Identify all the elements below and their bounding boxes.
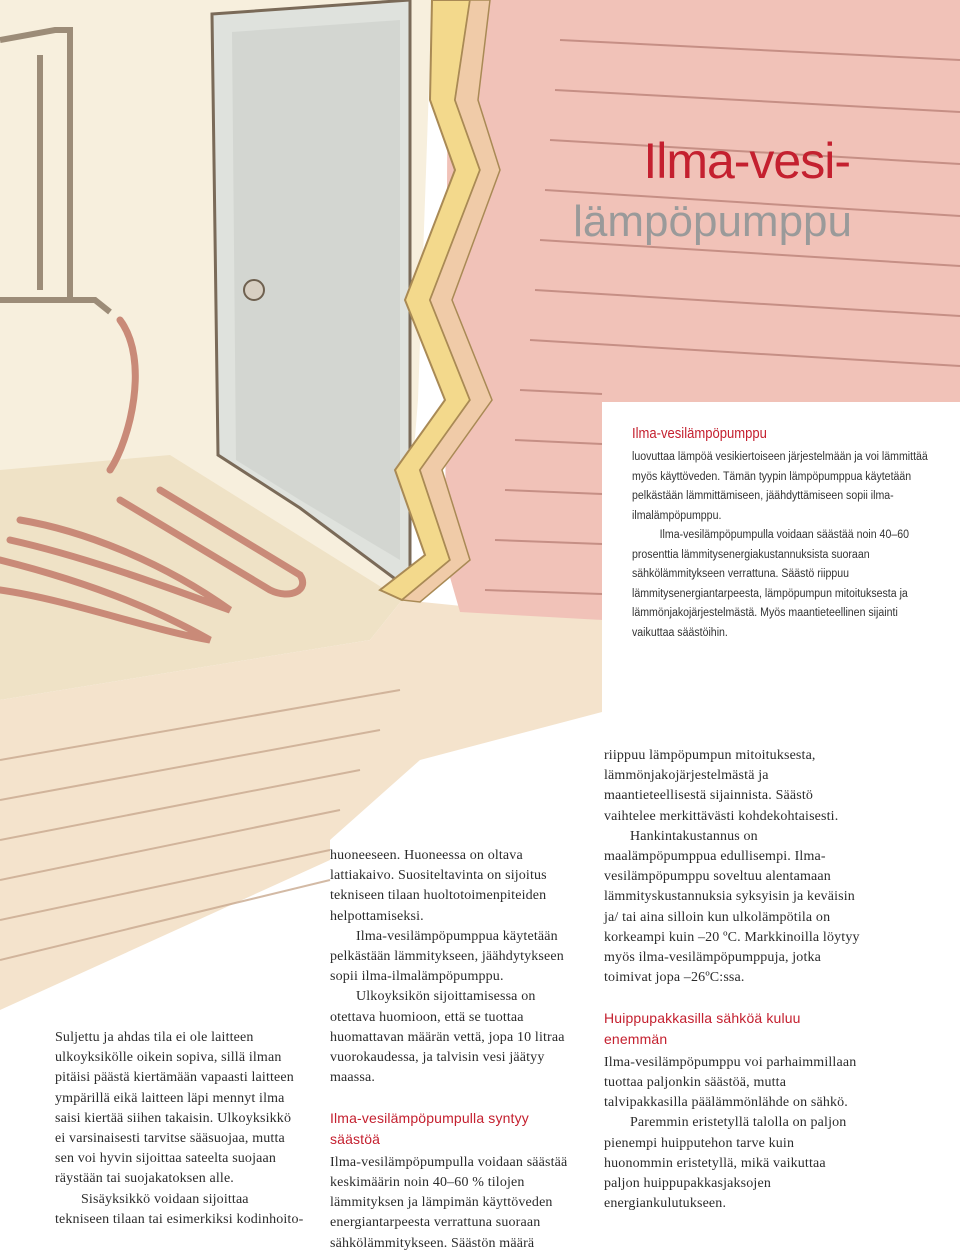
column-3-paragraph-3: Ilma-vesilämpöpumppu voi parhaimmillaan tuottaa paljonkin säästöä, mutta talvipakkasilla päälämmönlähde on sähkö.: [604, 1054, 857, 1111]
column-3-paragraph-1: riippuu lämpöpumpun mitoituksesta, lämmönjakojärjestelmästä ja maantieteellisestä sijainnista. Säästö vaihtelee merkittävästi kohdekohtaisesti.: [604, 748, 839, 824]
text-column-2: [330, 846, 580, 1254]
title-line-1: Ilma-vesi-: [643, 133, 850, 190]
text-column-1: [55, 1028, 305, 1230]
column-2-paragraph-2: Ilma-vesilämpöpumppua käytetään pelkästään lämmitykseen, jäähdytykseen sopii ilma-ilmalämpöpumppu.: [330, 928, 564, 985]
column-3-paragraph-4: Paremmin eristetyllä talolla on paljon pienempi huipputehon tarve kuin huonommin eristetyllä, mikä vaikuttaa paljon huippupakkasjaksojen energiankulutukseen.: [604, 1115, 847, 1212]
column-2-subheading: Ilma-vesilämpöpumpulla syntyy säästöä: [330, 1110, 529, 1147]
info-box: [602, 402, 960, 660]
column-2-paragraph-1: huoneeseen. Huoneessa on oltava lattiakaivo. Suositeltavinta on sijoitus tekniseen tilaan huoltotoimenpiteiden helpottamiseksi.: [330, 848, 547, 924]
column-1-paragraph-1: Suljettu ja ahdas tila ei ole laitteen ulkoyksikölle oikein sopiva, sillä ilman pitäisi päästä kiertämään vapaasti laitteen ympärillä eikä laitteen läpi mennyt ilma saisi kiertää siihen takaisin. Ulkoyksikkö ei varsinaisesti tarvitse sääsuojaa, mutta sen voi hyvin sijoittaa sateelta suojaan räystään tai suojakatoksen alle.: [55, 1030, 294, 1187]
info-box-heading: Ilma-vesilämpöpumppu: [632, 426, 767, 442]
info-box-paragraph-1: luovuttaa lämpöä vesikiertoiseen järjestelmään ja voi lämmittää myös käyttöveden. Tämän tyypin lämpöpumppua käytetään pelkästään lämmittämiseen, jäähdyttämiseen sopii ilma-ilmalämpöpumppu.: [632, 451, 928, 522]
page-title: [573, 133, 850, 247]
column-2-paragraph-4: Ilma-vesilämpöpumpulla voidaan säästää keskimäärin noin 40–60 % tilojen lämmityksen ja lämpimän käyttöveden energiantarpeesta verrattuna suoraan sähkölämmitykseen. Säästön määrä: [330, 1154, 568, 1251]
text-column-3: [604, 746, 860, 1214]
column-1-paragraph-2: Sisäyksikkö voidaan sijoittaa tekniseen tilaan tai esimerkiksi kodinhoito-: [55, 1191, 304, 1227]
column-3-subheading: Huippupakkasilla sähköä kuluu enemmän: [604, 1010, 801, 1047]
column-2-paragraph-3: Ulkoyksikön sijoittamisessa on otettava huomioon, että se tuottaa huomattavan määrän vettä, jopa 10 litraa vuorokaudessa, ja talvisin vesi jäätyy maassa.: [330, 989, 565, 1086]
door-knob: [244, 280, 264, 300]
info-box-paragraph-2: Ilma-vesilämpöpumpulla voidaan säästää noin 40–60 prosenttia lämmitysenergiakustannuksista suoraan sähkölämmitykseen verrattuna. Säästö riippuu lämmitysenergiantarpeesta, lämpöpumpun mitoituksesta ja lämmönjakojärjestelmästä. Myös maantieteellinen sijainti vaikuttaa säästöihin.: [632, 529, 909, 639]
column-3-paragraph-2: Hankintakustannus on maalämpöpumppua edullisempi. Ilma-vesilämpöpumppu soveltuu alentamaan lämmityskustannuksia syksyisin ja keväisin ja/ tai aina silloin kun ulkolämpötila on korkeampi kuin –20 ºC. Markkinoilla löytyy myös ilma-vesilämpöpumppuja, jotka toimivat jopa –26ºC:ssa.: [604, 828, 860, 986]
title-line-2: lämpöpumppu: [573, 196, 852, 246]
